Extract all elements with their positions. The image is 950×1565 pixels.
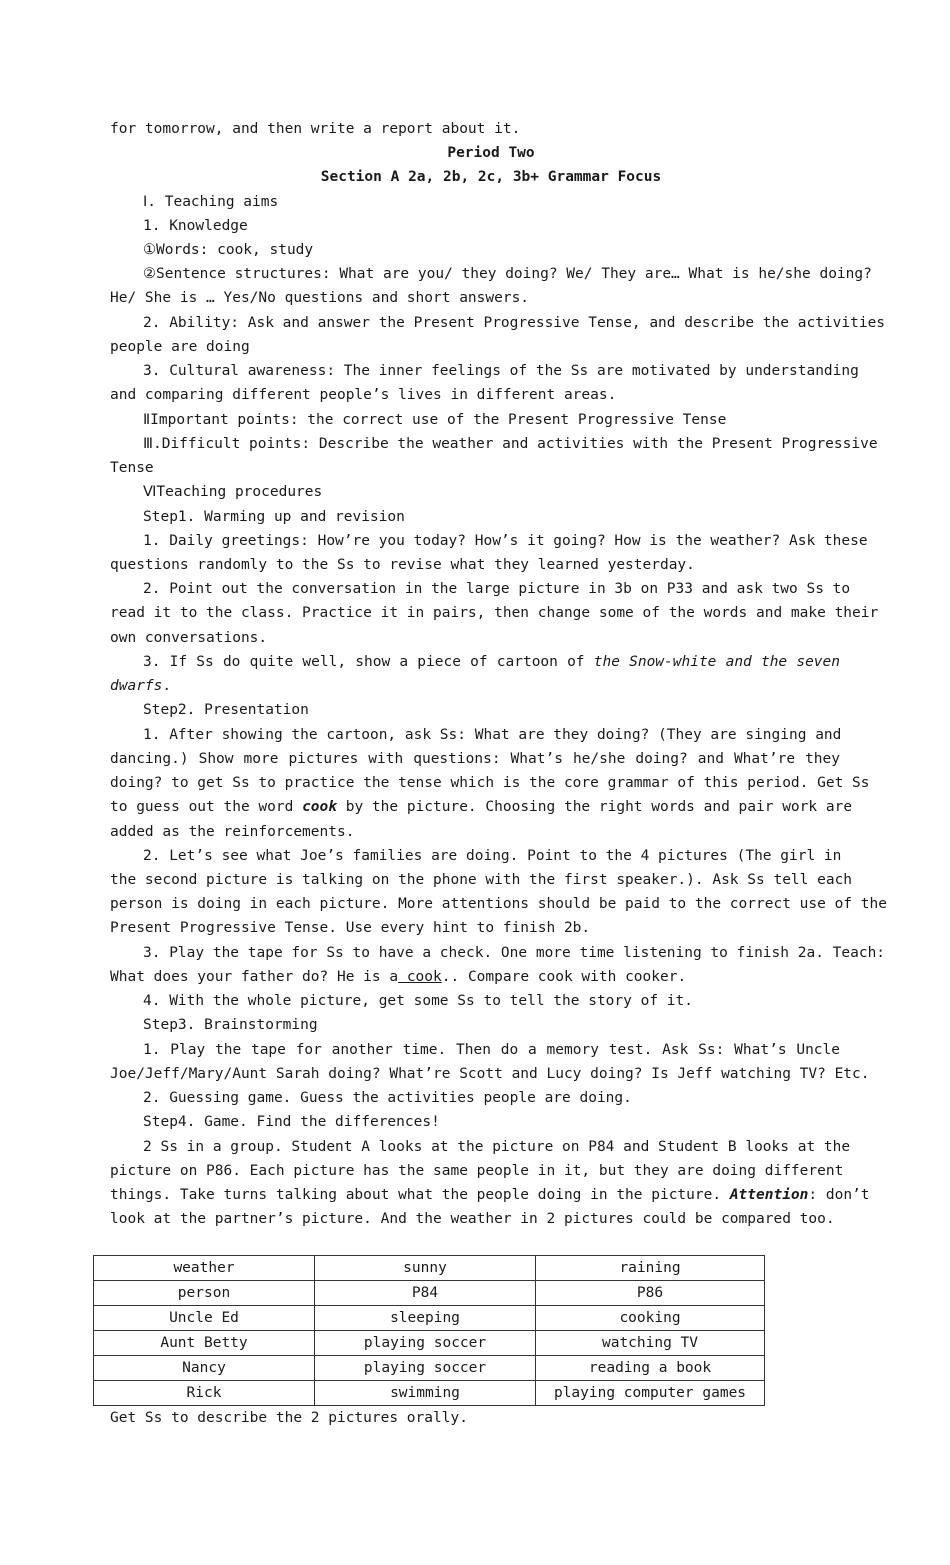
text-line: people are doing [110, 339, 250, 355]
table-cell: sunny [315, 1256, 536, 1281]
text-line [110, 674, 840, 698]
text-line: Present Progressive Tense. Use every hint to finish 2b. [110, 920, 591, 936]
table-cell: sleeping [315, 1306, 536, 1331]
text-line: own conversations. [110, 630, 268, 646]
step-heading: Step1. Warming up and revision [143, 509, 405, 525]
table-row [94, 1256, 765, 1281]
text-line: 2. Ability: Ask and answer the Present Progressive Tense, and describe the activities [143, 315, 886, 331]
bold-italic-word: Attention [729, 1187, 809, 1203]
step-heading: Step2. Presentation [143, 702, 309, 718]
text-span: : don’t [808, 1187, 870, 1203]
table-cell: Rick [94, 1381, 315, 1406]
text-span: What does your father do? He is a [110, 969, 399, 985]
text-line: ①Words: cook, study [143, 242, 314, 258]
text-line [143, 650, 840, 674]
text-line [110, 795, 853, 819]
table-cell: playing computer games [536, 1381, 765, 1406]
step-heading: Step4. Game. Find the differences! [143, 1114, 440, 1130]
text-line: doing? to get Ss to practice the tense which is the core grammar of this period. Get Ss [110, 775, 870, 791]
text-line: 2. Guessing game. Guess the activities people are doing. [143, 1090, 632, 1106]
differences-table [93, 1255, 765, 1406]
table-cell: Uncle Ed [94, 1306, 315, 1331]
text-line: 3. Play the tape for Ss to have a check. One more time listening to finish 2a. Teach: [143, 945, 886, 961]
table-cell: weather [94, 1256, 315, 1281]
text-span: . [162, 678, 172, 694]
text-line: look at the partner’s picture. And the weather in 2 pictures could be compared too. [110, 1211, 835, 1227]
italic-title: dwarfs [110, 678, 163, 694]
table-cell: P86 [536, 1281, 765, 1306]
text-span: by the picture. Choosing the right words and pair work are [345, 799, 853, 815]
table-cell: watching TV [536, 1331, 765, 1356]
text-line: Get Ss to describe the 2 pictures orally. [110, 1410, 468, 1426]
text-line: ⅡImportant points: the correct use of the Present Progressive Tense [143, 412, 727, 428]
text-line: 1. Knowledge [143, 218, 248, 234]
heading-teaching-aims: Ⅰ. Teaching aims [143, 194, 279, 210]
table-cell: Nancy [94, 1356, 315, 1381]
text-span: 3. If Ss do quite well, show a piece of cartoon of [143, 654, 585, 670]
text-line: 2. Let’s see what Joe’s families are doing. Point to the 4 pictures (The girl in [143, 848, 842, 864]
text-line: person is doing in each picture. More attentions should be paid to the correct use of the [110, 896, 887, 912]
text-line: 1. Daily greetings: How’re you today? How’s it going? How is the weather? Ask these [143, 533, 868, 549]
text-line: 4. With the whole picture, get some Ss to tell the story of it. [143, 993, 693, 1009]
text-line: Tense [110, 460, 154, 476]
heading-procedures: ⅥTeaching procedures [143, 484, 323, 500]
table-cell: cooking [536, 1306, 765, 1331]
text-line: dancing.) Show more pictures with questions: What’s he/she doing? and What’re they [110, 751, 840, 767]
table-cell: person [94, 1281, 315, 1306]
text-line: read it to the class. Practice it in pairs, then change some of the words and make their [110, 605, 879, 621]
table-row [94, 1381, 765, 1406]
text-line: questions randomly to the Ss to revise what they learned yesterday. [110, 557, 695, 573]
table-row [94, 1281, 765, 1306]
text-line: for tomorrow, and then write a report about it. [110, 121, 521, 137]
table-row [94, 1331, 765, 1356]
text-line: 2 Ss in a group. Student A looks at the picture on P84 and Student B looks at the [143, 1139, 851, 1155]
text-line [110, 965, 840, 989]
text-line: 1. Play the tape for another time. Then do a memory test. Ask Ss: What’s Uncle [143, 1042, 840, 1058]
text-line: the second picture is talking on the phone with the first speaker.). Ask Ss tell each [110, 872, 853, 888]
table-row [94, 1356, 765, 1381]
text-line: He/ She is … Yes/No questions and short answers. [110, 290, 530, 306]
text-line: added as the reinforcements. [110, 824, 355, 840]
table-cell: raining [536, 1256, 765, 1281]
text-line: Joe/Jeff/Mary/Aunt Sarah doing? What’re Scott and Lucy doing? Is Jeff watching TV? Etc. [110, 1066, 870, 1082]
text-line: picture on P86. Each picture has the same people in it, but they are doing different [110, 1163, 844, 1179]
text-line: ②Sentence structures: What are you/ they doing? We/ They are… What is he/she doing? [143, 266, 872, 282]
text-span: .. Compare cook with cooker. [441, 969, 687, 985]
italic-title: the Snow-white and the seven [593, 654, 840, 670]
text-line: and comparing different people’s lives in different areas. [110, 387, 617, 403]
step-heading: Step3. Brainstorming [143, 1017, 318, 1033]
text-line: 2. Point out the conversation in the large picture in 3b on P33 and ask two Ss to [143, 581, 851, 597]
table-row [94, 1306, 765, 1331]
table-cell: Aunt Betty [94, 1331, 315, 1356]
text-span: to guess out the word [110, 799, 294, 815]
table-cell: reading a book [536, 1356, 765, 1381]
table-cell: swimming [315, 1381, 536, 1406]
period-title: Period Two [447, 145, 535, 161]
text-line: Ⅲ.Difficult points: Describe the weather and activities with the Present Progressive [143, 436, 878, 452]
underlined-word: cook [398, 969, 442, 985]
section-title: Section A 2a, 2b, 2c, 3b+ Grammar Focus [320, 169, 662, 185]
text-span: things. Take turns talking about what the people doing in the picture. [110, 1187, 722, 1203]
text-line [110, 1183, 870, 1207]
bold-italic-word: cook [302, 799, 337, 815]
text-line: 1. After showing the cartoon, ask Ss: What are they doing? (They are singing and [143, 727, 842, 743]
text-line: 3. Cultural awareness: The inner feelings of the Ss are motivated by understanding [143, 363, 859, 379]
table-cell: P84 [315, 1281, 536, 1306]
table-cell: playing soccer [315, 1331, 536, 1356]
table-cell: playing soccer [315, 1356, 536, 1381]
